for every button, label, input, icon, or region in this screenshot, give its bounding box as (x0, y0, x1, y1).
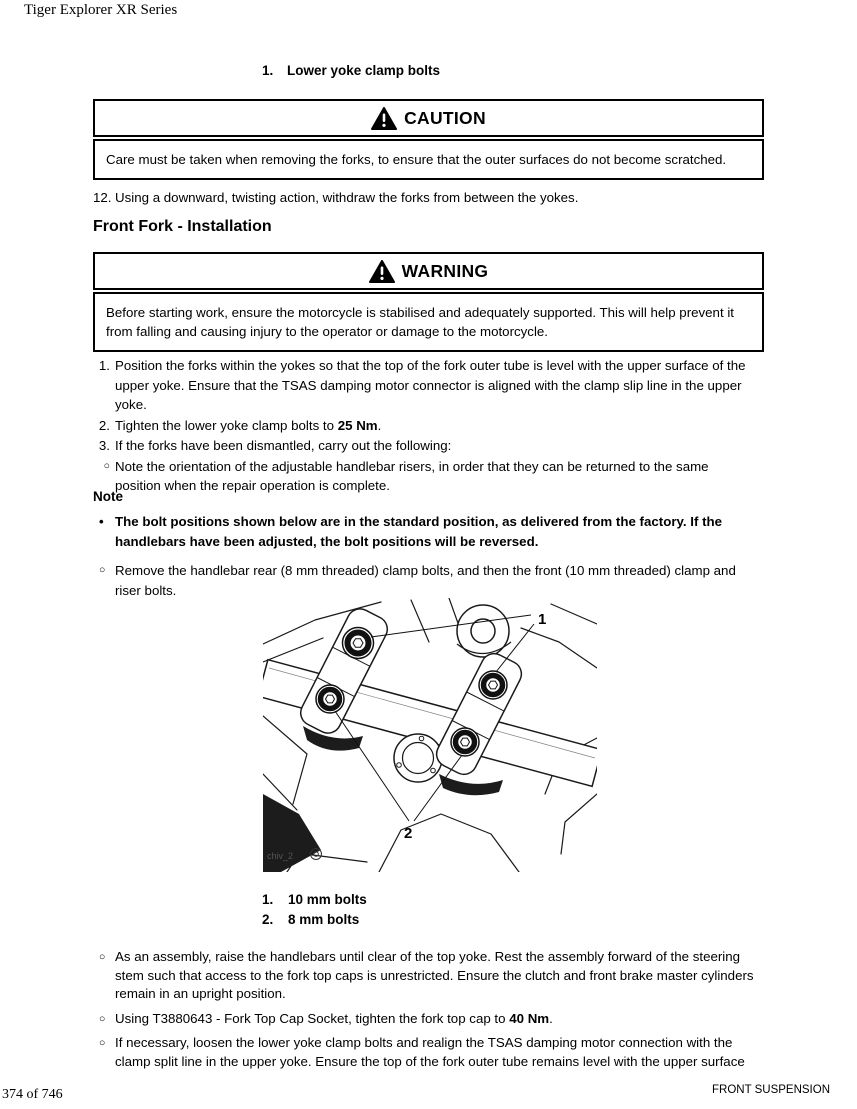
steering-stem-nut (457, 605, 511, 657)
warning-triangle-icon (371, 107, 397, 130)
caption-label: Lower yoke clamp bolts (287, 63, 441, 78)
steering-lock-cylinder (394, 734, 442, 782)
handlebar-riser-figure (263, 598, 597, 872)
caution-body: Care must be taken when removing the forks, to ensure that the outer surfaces do not become scratched. (93, 139, 764, 180)
list-item (93, 356, 755, 415)
caption-label: 8 mm bolts (288, 912, 360, 927)
note-text: Remove the handlebar rear (8 mm threaded) clamp bolts, and then the front (10 mm threaded) clamp and riser bolts. (115, 563, 736, 598)
bolt-10mm-front-right (479, 671, 507, 699)
warning-box (93, 252, 764, 352)
caution-box-header (93, 99, 764, 137)
list-item (93, 1010, 755, 1029)
item-text: Using T3880643 - Fork Top Cap Socket, tighten the fork top cap to 40 Nm. (115, 1010, 553, 1026)
item-text: As an assembly, raise the handlebars until clear of the top yoke. Rest the assembly forward of the steering stem such that access to the fork top caps is unrestricted. Ensure the clutch and front brake master cylinders remain in an upright position. (115, 949, 754, 1001)
list-item (93, 948, 755, 1004)
circle-bullet-icon: ○ (103, 459, 110, 472)
note-bullet-bold (93, 512, 755, 551)
figure-callout-1: 1 (538, 611, 547, 628)
caption-number: 1. (262, 892, 274, 907)
previous-figure-caption (262, 63, 440, 78)
bolt-8mm-rear-left (316, 685, 344, 713)
circle-bullet-icon: ○ (99, 1012, 106, 1025)
installation-steps-list (93, 356, 755, 497)
figure-captions (262, 890, 367, 930)
step-12 (93, 189, 764, 206)
warning-title: WARNING (401, 260, 489, 281)
technical-illustration (263, 598, 597, 872)
item-text: Tighten the lower yoke clamp bolts to 25 Nm. (115, 417, 382, 433)
item-number: 1. (98, 358, 110, 373)
note-text: The bolt positions shown below are in the standard position, as delivered from the factory. If the handlebars have been adjusted, the bolt positions will be reversed. (115, 514, 723, 549)
caution-box (93, 99, 764, 180)
item-text: Position the forks within the yokes so that the top of the fork outer tube is level with the upper surface of the upper yoke. Ensure that the TSAS damping motor connector is aligned with the clamp slip line in the upper yoke. (115, 358, 746, 412)
bullet-icon: • (99, 514, 104, 529)
caution-title: CAUTION (404, 107, 486, 128)
caption-number: 1. (262, 63, 274, 78)
item-text: Note the orientation of the adjustable handlebar risers, in order that they can be returned to the same position when the repair operation is complete. (115, 458, 709, 493)
list-item (93, 436, 755, 456)
item-number: 3. (98, 438, 110, 453)
step-12-number: 12. (93, 190, 112, 205)
figure-watermark: chiv_2 (267, 851, 294, 861)
list-item (93, 1034, 755, 1071)
chapter-footer: FRONT SUSPENSION (712, 1084, 830, 1096)
warning-box-header (93, 252, 764, 290)
page-number: 374 of 746 (2, 1087, 63, 1102)
figure-caption-row (262, 890, 367, 910)
shadow-shape (439, 774, 503, 795)
caption-number: 2. (262, 912, 274, 927)
note-heading: Note (93, 489, 123, 504)
figure-caption-row (262, 910, 367, 930)
warning-triangle-icon (369, 260, 395, 283)
list-item (93, 457, 755, 496)
note-bullet (93, 561, 755, 600)
list-item (93, 416, 755, 436)
caption-label: 10 mm bolts (288, 892, 367, 907)
post-steps-list (93, 948, 755, 1077)
item-number: 2. (98, 417, 110, 433)
item-text: If the forks have been dismantled, carry out the following: (115, 438, 452, 453)
item-text: If necessary, loosen the lower yoke clamp bolts and realign the TSAS damping motor connection with the clamp split line in the upper yoke. Ensure the top of the fork outer tube remains level with the upper surface (115, 1035, 745, 1069)
circle-bullet-icon: ○ (99, 564, 106, 576)
bolt-10mm-front-left (343, 628, 374, 659)
circle-bullet-icon: ○ (99, 951, 106, 963)
bolt-8mm-rear-right (451, 728, 479, 756)
circle-bullet-icon: ○ (99, 1037, 106, 1049)
note-list (93, 512, 755, 610)
section-heading: Front Fork - Installation (93, 218, 272, 235)
figure-callout-2: 2 (404, 825, 413, 842)
step-12-text: Using a downward, twisting action, withdraw the forks from between the yokes. (115, 190, 579, 205)
page-header-title: Tiger Explorer XR Series (24, 2, 178, 18)
warning-body: Before starting work, ensure the motorcycle is stabilised and adequately supported. This will help prevent it from falling and causing injury to the operator or damage to the motorcycle. (93, 292, 764, 352)
